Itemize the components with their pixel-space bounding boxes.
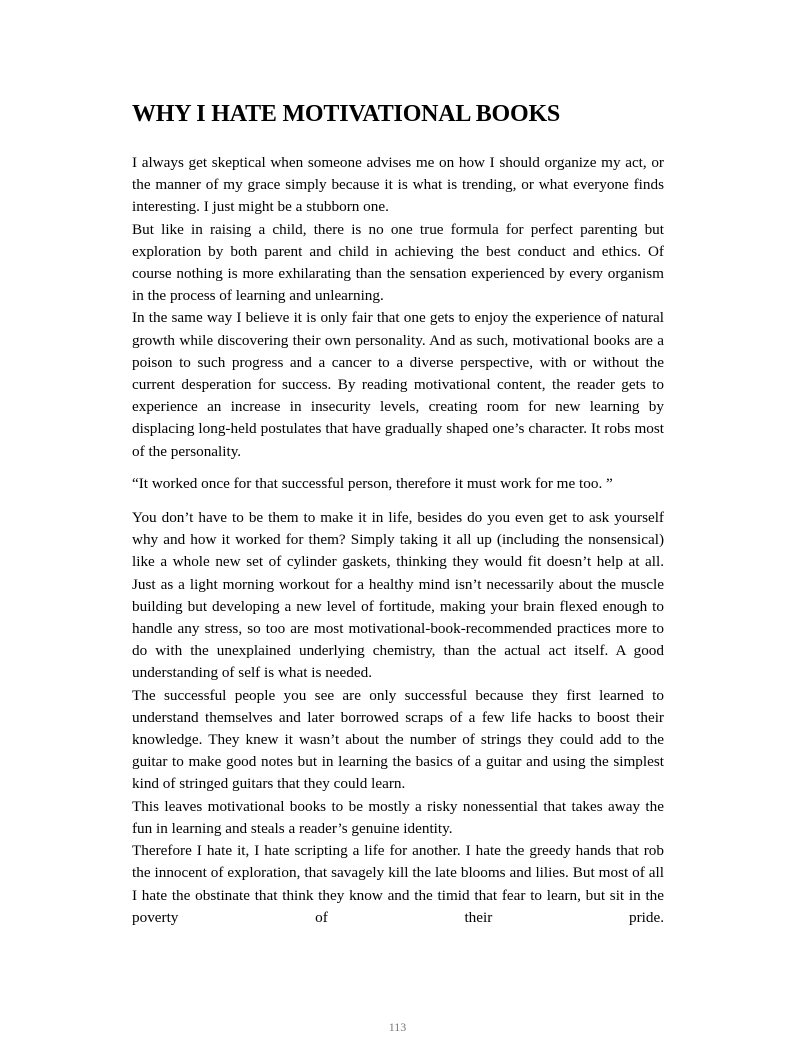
page-number: 113: [388, 1020, 407, 1034]
pull-quote: “It worked once for that successful person, therefore it must work for me too. ”: [132, 474, 613, 492]
paragraph-4: You don’t have to be them to make it in life, besides do you even get to ask yourself why and how it worked for them? Simply taking it all up (including the nonsensical) like a whole new set of cylinder gaskets, thinking they would fit doesn’t help at all. Just as a light morning workout for a healthy mind isn’t necessarily about the muscle building but developing a new level of fortitude, making your brain flexed enough to handle any stress, so too are most motivational-book-recommended practices more to do with the unexplained underlying chemistry, than the actual act itself. A good understanding of self is what is needed.: [132, 509, 664, 682]
paragraph-6: This leaves motivational books to be mostly a risky nonessential that takes away the fun in learning and steals a reader’s genuine identity.: [132, 797, 664, 837]
paragraph-2: But like in raising a child, there is no one true formula for perfect parenting but exploration by both parent and child in achieving the best conduct and ethics. Of course nothing is more exhilarating than the sensation experienced by every organism in the process of learning and unlearning.: [132, 220, 664, 305]
paragraph-3: In the same way I believe it is only fair that one gets to enjoy the experience of natural growth while discovering their own personality. And as such, motivational books are a poison to such progress and a cancer to a diverse perspective, with or without the current desperation for success. By reading motivational content, the reader gets to experience an increase in insecurity levels, creating room for new learning by displacing long-held postulates that have gradually shaped one’s character. It robs most of the personality.: [132, 309, 664, 460]
paragraph-5: The successful people you see are only successful because they first learned to understand themselves and later borrowed scraps of a few life hacks to boost their knowledge. They knew it wasn’t about the number of strings they could add to the guitar to make good notes but in learning the basics of a guitar and using the simplest kind of stringed guitars that they could learn.: [132, 686, 664, 793]
paragraph-7: Therefore I hate it, I hate scripting a life for another. I hate the greedy hands that rob the innocent of exploration, that savagely kill the late blooms and lilies. But most of all I hate the obstinate that think they know and the timid that fear to learn, but sit in the poverty of their pride.: [132, 842, 664, 926]
paragraph-1: I always get skeptical when someone advises me on how I should organize my act, or the manner of my grace simply because it is what is trending, or what everyone finds interesting. I just might be a stubborn one.: [132, 154, 664, 216]
page-title: WHY I HATE MOTIVATIONAL BOOKS: [132, 101, 561, 127]
document-page: [132, 98, 664, 929]
